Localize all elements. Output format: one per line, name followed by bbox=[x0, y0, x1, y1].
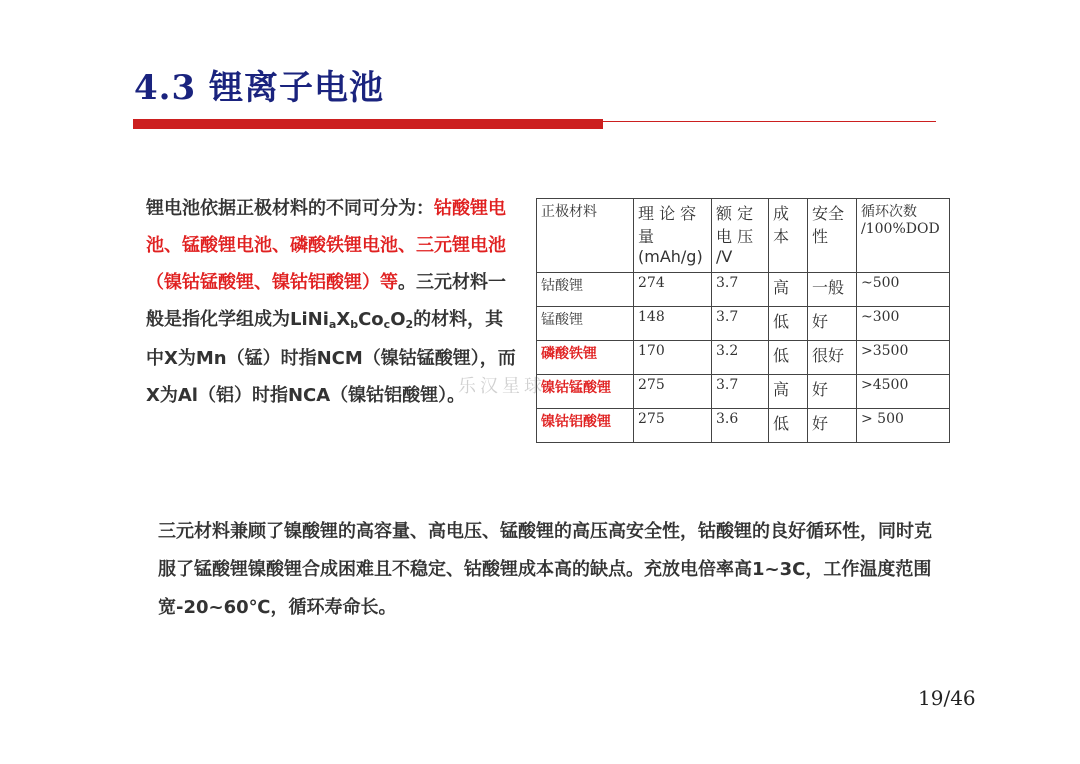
title-underline-thick bbox=[133, 119, 603, 129]
table-header-cell: 正极材料 bbox=[537, 199, 634, 273]
table-header-cell: 成本 bbox=[769, 199, 808, 273]
watermark: 乐汉星球 bbox=[458, 376, 546, 397]
table-header-cell: 安全性 bbox=[808, 199, 857, 273]
table-row: 磷酸铁锂 170 3.2 低 很好 >3500 bbox=[537, 341, 950, 375]
formula: $LiNi_aX_bCo_cO_2$ bbox=[290, 309, 414, 331]
summary-paragraph: 三元材料兼顾了镍酸锂的高容量、高电压、锰酸锂的高压高安全性，钴酸锂的良好循环性，同时克服了锰酸锂镍酸锂合成困难且不稳定、钴酸锂成本高的缺点。充放电倍率高1~3C，工作温度范围宽-20~60℃，循环寿命长。 bbox=[158, 521, 932, 618]
table-header-row bbox=[537, 199, 950, 273]
intro-text-3: 的材料，其中X为Mn（锰）时指NCM（镍钴锰酸锂），而X为Al（铝）时指NCA（镍钴铝酸锂）。 bbox=[146, 309, 516, 406]
cathode-comparison-table bbox=[536, 198, 950, 443]
battery-types-highlight: 钴酸锂电池、锰酸锂电池、磷酸铁锂电池、三元锂电池（镍钴锰酸锂、镍钴铝酸锂）等 bbox=[146, 198, 506, 293]
intro-text-2: 。三元材料一般是指化学组成为 bbox=[146, 272, 506, 330]
table-row: 镍钴铝酸锂 275 3.6 低 好 > 500 bbox=[537, 409, 950, 443]
table-row: 镍钴锰酸锂 275 3.7 高 好 >4500 bbox=[537, 375, 950, 409]
table-row: 钴酸锂 274 3.7 高 一般 ~500 bbox=[537, 273, 950, 307]
intro-text-1: 锂电池依据正极材料的不同可分为： bbox=[146, 198, 434, 219]
table-row: 锰酸锂 148 3.7 低 好 ~300 bbox=[537, 307, 950, 341]
page-number: 19/46 bbox=[918, 686, 976, 710]
table-header-cell: 循环次数 /100%DOD bbox=[857, 199, 950, 273]
title-underline-thin bbox=[603, 121, 936, 122]
table-header-cell: 理 论 容 量 (mAh/g) bbox=[634, 199, 712, 273]
slide-title: 4.3 锂离子电池 bbox=[134, 68, 384, 108]
table-header-cell: 额 定 电 压 /V bbox=[712, 199, 769, 273]
